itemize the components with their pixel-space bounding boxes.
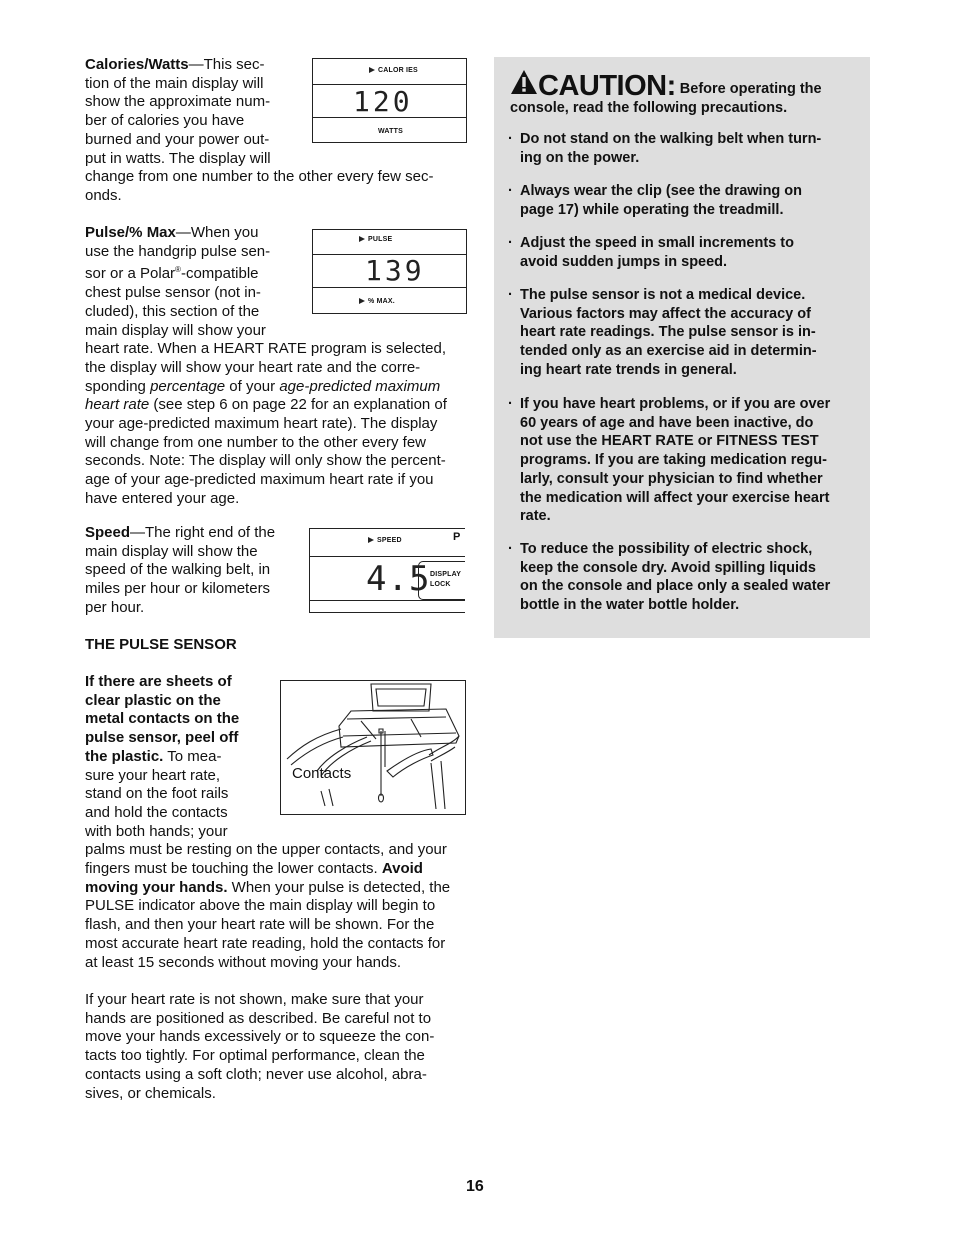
caution-item-text: Always wear the clip (see the drawing on xyxy=(520,183,803,199)
pulse-text: will change from one number to the other every few xyxy=(85,433,427,451)
speed-value: 4.5 xyxy=(366,559,431,599)
pulse-text: cluded), this section of the xyxy=(85,302,260,320)
pulse-text: heart rate xyxy=(85,396,150,414)
speed-text: main display will show the xyxy=(85,542,258,560)
pulse-sensor-text: moving your hands. xyxy=(85,878,228,896)
caution-item-text: bottle in the water bottle holder. xyxy=(520,597,740,614)
bullet: · xyxy=(508,287,513,303)
caution-item-text: heart rate readings. The pulse sensor is in- xyxy=(520,324,816,341)
pulse-sensor-text: stand on the foot rails xyxy=(85,785,229,803)
pulse-text: seconds. Note: The display will only show the percent- xyxy=(85,452,446,470)
calories-text: ber of calories you have xyxy=(85,112,245,130)
calories-label: CALOR IES xyxy=(378,67,418,74)
indicator-arrow-icon xyxy=(359,236,365,242)
display-lock-label: LOCK xyxy=(430,581,451,588)
speed-text: miles per hour or kilometers xyxy=(85,580,271,598)
pulse-text: —When you xyxy=(175,224,259,241)
calories-text: show the approximate num- xyxy=(85,93,271,111)
pulse-sensor-text: and hold the contacts xyxy=(85,803,228,821)
calories-title: Calories/Watts xyxy=(85,56,189,73)
calories-text: onds. xyxy=(85,186,122,204)
pulse-sensor-text: Avoid xyxy=(381,860,423,878)
caution-header xyxy=(510,69,860,117)
caution-item-text: keep the console dry. Avoid spilling liquids xyxy=(520,559,816,576)
bullet: · xyxy=(508,541,513,557)
caution-item-text: not use the HEART RATE or FITNESS TEST xyxy=(520,433,819,450)
pulse-sensor-text: contacts using a soft cloth; never use alcohol, abra- xyxy=(85,1065,427,1083)
caution-title: CAUTION: xyxy=(538,70,676,102)
contacts-label: Contacts xyxy=(292,765,352,782)
bullet: · xyxy=(508,235,513,251)
pulse-sensor-text: sives, or chemicals. xyxy=(85,1084,216,1102)
pulse-text: use the handgrip pulse sen- xyxy=(85,242,271,260)
pulse-sensor-diagram xyxy=(280,680,466,815)
calories-value: 120 xyxy=(353,85,413,118)
calories-display xyxy=(312,58,467,143)
pulse-sensor-text: with both hands; your xyxy=(85,822,228,840)
indicator-arrow-icon xyxy=(369,128,375,134)
caution-item-text: page 17) while operating the treadmill. xyxy=(520,201,784,218)
caution-item-text: 60 years of age and have been inactive, do xyxy=(520,414,814,431)
caution-item-text: rate. xyxy=(520,508,551,525)
caution-item-text: ing heart rate trends in general. xyxy=(520,361,737,378)
pulse-text: -compatible xyxy=(180,265,259,283)
calories-text: put in watts. The display will xyxy=(85,149,271,167)
pulse-text: have entered your age. xyxy=(85,489,240,507)
indicator-arrow-icon xyxy=(368,537,374,543)
pulse-sensor-text: If there are sheets of xyxy=(85,673,232,690)
pulse-text: age-predicted maximum xyxy=(279,377,441,395)
pulse-sensor-text: fingers must be touching the lower contacts. xyxy=(85,860,382,878)
pulse-sensor-text: pulse sensor, peel off xyxy=(85,729,239,747)
pulse-text: the display will show your heart rate and the corre- xyxy=(85,358,421,376)
indicator-arrow-icon xyxy=(369,67,375,73)
page-number: 16 xyxy=(466,1178,484,1195)
indicator-arrow-icon xyxy=(359,298,365,304)
pulse-text: main display will show your xyxy=(85,321,266,339)
pulse-sensor-text: palms must be resting on the upper contacts, and your xyxy=(85,841,447,859)
registered-mark: ® xyxy=(175,265,181,275)
speed-text: speed of the walking belt, in xyxy=(85,561,271,579)
pulse-sensor-paragraph-2 xyxy=(85,991,465,1103)
pulse-sensor-text: When your pulse is detected, the xyxy=(227,878,451,896)
pulse-text: sor or a Polar xyxy=(85,265,176,283)
caution-item-text: avoid sudden jumps in speed. xyxy=(520,253,728,270)
calories-text: burned and your power out- xyxy=(85,130,270,148)
warning-triangle-icon xyxy=(510,69,538,95)
pulse-value: 139 xyxy=(365,254,425,287)
caution-item-text: If you have heart problems, or if you are over xyxy=(520,396,831,412)
caution-subtitle: Before operating the xyxy=(679,81,822,97)
bullet: · xyxy=(508,183,513,199)
speed-title: Speed xyxy=(85,524,131,541)
watts-label: WATTS xyxy=(378,128,403,135)
caution-item-text: on the console and place only a sealed water xyxy=(520,578,831,595)
caution-item-text: tended only as an exercise aid in determin- xyxy=(520,343,817,360)
max-label: % MAX. xyxy=(368,298,395,305)
pulse-sensor-heading: THE PULSE SENSOR xyxy=(85,636,237,653)
caution-box xyxy=(494,57,870,638)
bullet: · xyxy=(508,131,513,147)
speed-text: —The right end of the xyxy=(130,524,276,541)
pulse-text: percentage xyxy=(150,377,226,395)
pulse-sensor-text: flash, and then your heart rate will be shown. For the xyxy=(85,916,435,934)
pulse-sensor-text: sure your heart rate, xyxy=(85,766,221,784)
pulse-sensor-text: tacts too tightly. For optimal performance, clean the xyxy=(85,1047,425,1065)
pulse-text: (see step 6 on page 22 for an explanation of xyxy=(149,396,447,414)
caution-item-text: Adjust the speed in small increments to xyxy=(520,235,794,251)
pulse-display xyxy=(312,229,467,314)
pulse-sensor-text: hands are positioned as described. Be careful not to xyxy=(85,1009,432,1027)
caution-item-text: ing on the power. xyxy=(520,149,640,166)
pulse-label: PULSE xyxy=(368,236,393,243)
caution-item-text: Various factors may affect the accuracy of xyxy=(520,305,811,322)
speed-text: per hour. xyxy=(85,598,145,616)
pulse-sensor-text: the plastic. xyxy=(85,747,164,765)
pulse-sensor-text: PULSE indicator above the main display will begin to xyxy=(85,897,436,915)
caution-subtitle: console, read the following precautions. xyxy=(510,99,788,116)
pulse-max-title: Pulse/% Max xyxy=(85,224,176,241)
pulse-text: chest pulse sensor (not in- xyxy=(85,284,261,302)
pulse-text: of your xyxy=(225,377,280,395)
caution-item-text: programs. If you are taking medication regu- xyxy=(520,452,827,469)
pulse-sensor-text: move your hands excessively or to squeeze the con- xyxy=(85,1028,435,1046)
corner-glyph: P xyxy=(453,531,461,543)
pulse-text: sponding xyxy=(85,377,151,395)
treadmill-console-illustration xyxy=(281,681,465,814)
pulse-sensor-text: To mea- xyxy=(163,747,222,765)
calories-text: —This sec- xyxy=(188,56,265,73)
display-lock-button xyxy=(418,561,465,600)
pulse-text: heart rate. When a HEART RATE program is selected, xyxy=(85,340,446,358)
speed-label: SPEED xyxy=(377,537,402,544)
calories-text: change from one number to the other every few sec- xyxy=(85,168,434,186)
pulse-text: age of your age-predicted maximum heart rate if you xyxy=(85,471,434,489)
calories-text: tion of the main display will xyxy=(85,74,264,92)
caution-item-text: To reduce the possibility of electric shock, xyxy=(520,541,813,557)
caution-item-text: Do not stand on the walking belt when turn- xyxy=(520,131,822,147)
caution-item-text: larly, consult your physician to find whether xyxy=(520,470,823,487)
pulse-sensor-text: clear plastic on the xyxy=(85,691,221,709)
pulse-sensor-text: most accurate heart rate reading, hold the contacts for xyxy=(85,934,446,952)
display-lock-label: DISPLAY xyxy=(430,571,462,578)
pulse-sensor-text: If your heart rate is not shown, make sure that your xyxy=(85,991,424,1008)
speed-display xyxy=(309,528,465,613)
bullet: · xyxy=(508,396,513,412)
pulse-text: your age-predicted maximum heart rate). The display xyxy=(85,415,438,433)
caution-item-text: The pulse sensor is not a medical device. xyxy=(520,287,806,303)
pulse-sensor-text: at least 15 seconds without moving your hands. xyxy=(85,953,402,971)
caution-item-text: the medication will affect your exercise heart xyxy=(520,489,830,506)
pulse-sensor-text: metal contacts on the xyxy=(85,710,240,728)
